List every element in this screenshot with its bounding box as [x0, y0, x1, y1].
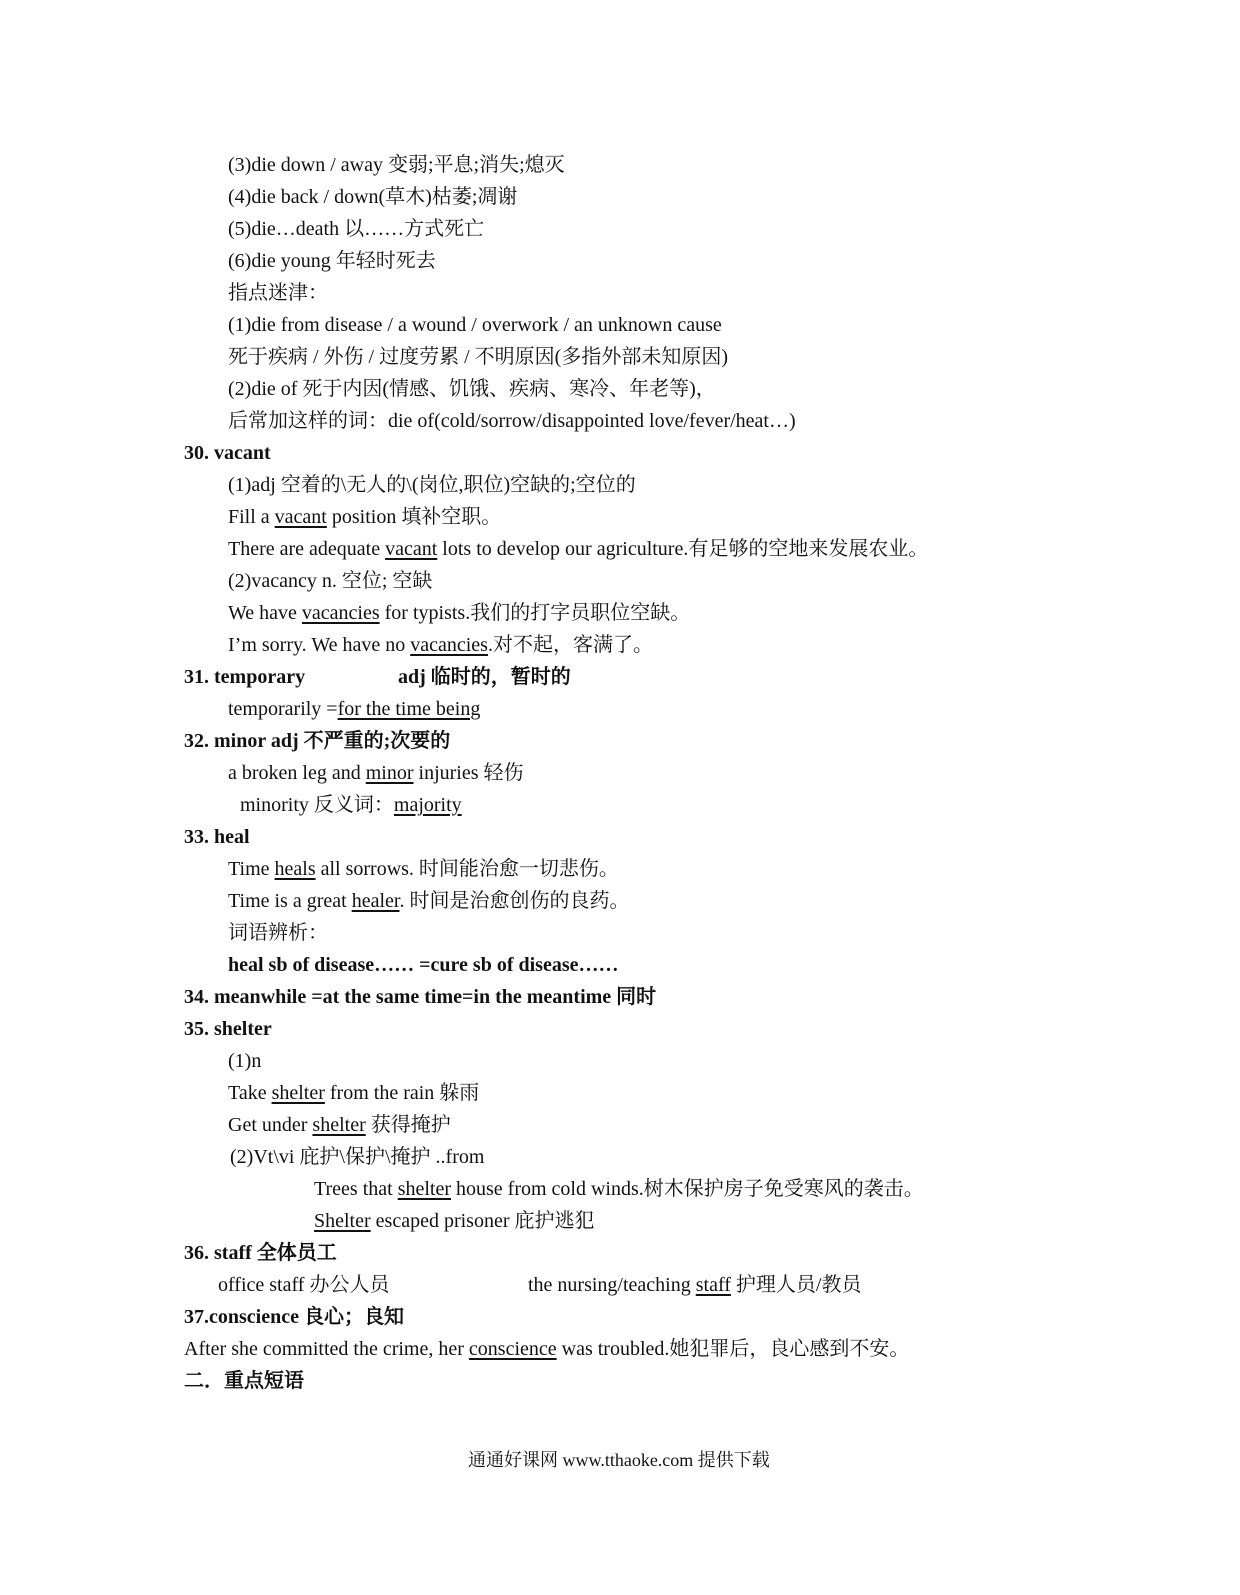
entry-31-heading: 31. temporary	[184, 666, 306, 688]
vacancy-example-2: I’m sorry. We have no vacancies.对不起，客满了。	[228, 634, 653, 656]
tips-heading: 指点迷津：	[228, 282, 328, 304]
temporarily-line: temporarily =for the time being	[228, 698, 481, 720]
entry-31-gloss: adj 临时的，暂时的	[398, 666, 571, 688]
heal-cure-line: heal sb of disease…… =cure sb of disease……	[228, 954, 619, 976]
shelter-example-4: Shelter escaped prisoner 庇护逃犯	[314, 1210, 595, 1232]
underlined-word: vacancies	[410, 634, 488, 656]
underlined-word: healer	[351, 890, 400, 912]
entry-30-heading: 30. vacant	[184, 442, 271, 464]
entry-35-heading: 35. shelter	[184, 1018, 272, 1040]
underlined-word: staff	[695, 1274, 731, 1296]
die-of-line: (2)die of 死于内因(情感、饥饿、疾病、寒冷、年老等)，	[228, 378, 716, 400]
entry-33-heading: 33. heal	[184, 826, 250, 848]
underlined-word: shelter	[312, 1114, 366, 1136]
die-of-examples: 后常加这样的词：die of(cold/sorrow/disappointed love/fever/heat…)	[228, 410, 796, 432]
shelter-example-3: Trees that shelter house from cold winds.树木保护房子免受寒风的袭击。	[314, 1178, 924, 1200]
minor-example: a broken leg and minor injuries 轻伤	[228, 762, 524, 784]
underlined-word: heals	[274, 858, 316, 880]
shelter-noun-label: (1)n	[228, 1050, 262, 1072]
die-from-translation: 死于疾病 / 外伤 / 过度劳累 / 不明原因(多指外部未知原因)	[228, 346, 728, 368]
minority-line: minority 反义词：majority	[240, 794, 462, 816]
entry-36-heading: 36. staff 全体员工	[184, 1242, 337, 1264]
underlined-word: Shelter	[314, 1210, 371, 1232]
office-staff-line: office staff 办公人员	[218, 1274, 390, 1296]
shelter-verb-label: (2)Vt\vi 庇护\保护\掩护 ..from	[230, 1146, 485, 1168]
entry-34-heading: 34. meanwhile =at the same time=in the meantime 同时	[184, 986, 657, 1008]
vacant-example-1: Fill a vacant position 填补空职。	[228, 506, 502, 528]
underlined-word: shelter	[397, 1178, 452, 1200]
section-2-heading: 二．重点短语	[184, 1370, 304, 1392]
heal-example-1: Time heals all sorrows. 时间能治愈一切悲伤。	[228, 858, 619, 880]
vacant-example-2: There are adequate vacant lots to develop our agriculture.有足够的空地来发展农业。	[228, 538, 929, 560]
entry-37-heading: 37.conscience 良心；良知	[184, 1306, 404, 1328]
die-down-line: (3)die down / away 变弱;平息;消失;熄灭	[228, 154, 565, 176]
underlined-word: vacant	[385, 538, 438, 560]
underlined-word: conscience	[468, 1338, 557, 1360]
vacant-definition: (1)adj 空着的\无人的\(岗位,职位)空缺的;空位的	[228, 474, 636, 496]
underlined-word: vacant	[274, 506, 327, 528]
shelter-example-1: Take shelter from the rain 躲雨	[228, 1082, 480, 1104]
underlined-word: vacancies	[301, 602, 380, 624]
underlined-word: minor	[365, 762, 414, 784]
underlined-word: majority	[393, 794, 462, 816]
die-back-line: (4)die back / down(草木)枯萎;凋谢	[228, 186, 518, 208]
page-footer: 通通好课网 www.tthaoke.com 提供下载	[468, 1450, 770, 1470]
die-young-line: (6)die young 年轻时死去	[228, 250, 436, 272]
vacancy-example-1: We have vacancies for typists.我们的打字员职位空缺。	[228, 602, 691, 624]
heal-example-2: Time is a great healer. 时间是治愈创伤的良药。	[228, 890, 630, 912]
underlined-phrase: for the time being	[337, 698, 481, 720]
conscience-example: After she committed the crime, her conscience was troubled.她犯罪后，良心感到不安。	[184, 1338, 910, 1360]
nursing-staff-line: the nursing/teaching staff 护理人员/教员	[528, 1274, 862, 1296]
vacancy-definition: (2)vacancy n. 空位; 空缺	[228, 570, 433, 592]
die-from-line: (1)die from disease / a wound / overwork / an unknown cause	[228, 314, 722, 336]
underlined-word: shelter	[271, 1082, 325, 1104]
word-discrimination-heading: 词语辨析：	[228, 922, 328, 944]
entry-32-heading: 32. minor adj 不严重的;次要的	[184, 730, 451, 752]
shelter-example-2: Get under shelter 获得掩护	[228, 1114, 451, 1136]
die-death-line: (5)die…death 以……方式死亡	[228, 218, 485, 240]
